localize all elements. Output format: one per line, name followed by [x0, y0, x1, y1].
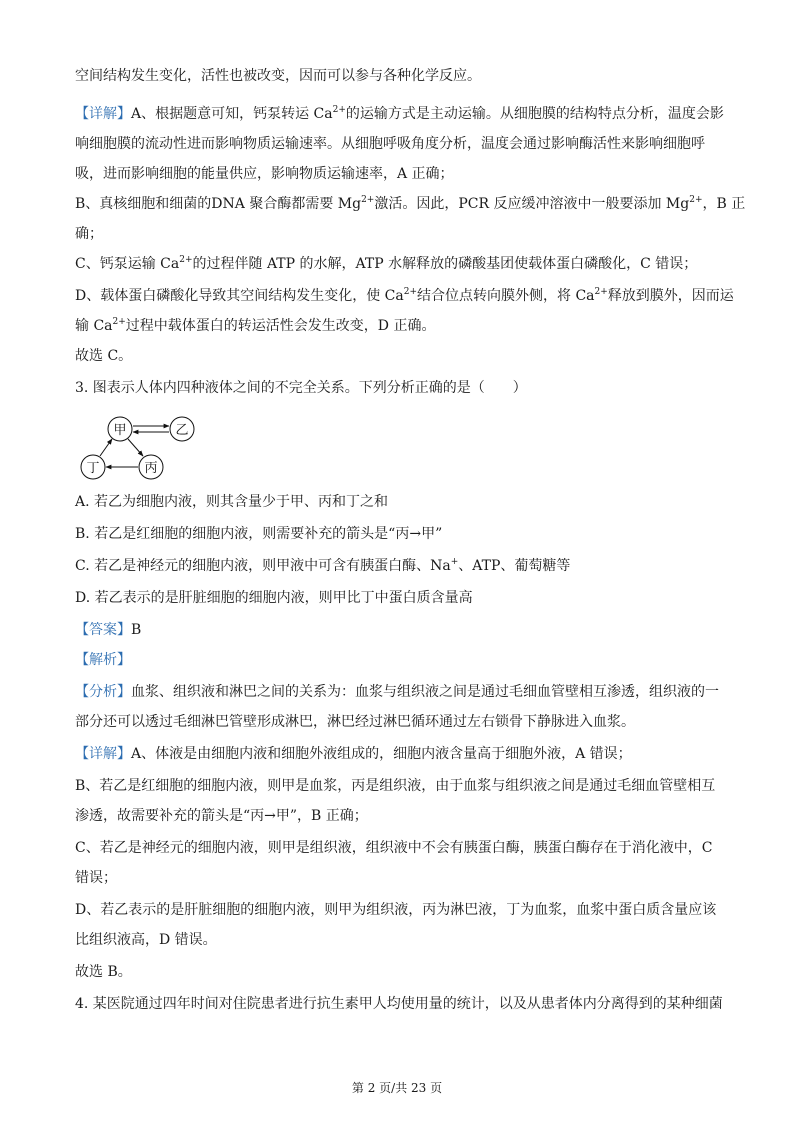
question-4: 4. 某医院通过四年时间对住院患者进行抗生素甲人均使用量的统计，以及从患者体内分离得到的某种细菌 [75, 996, 723, 1012]
analysis-heading [75, 650, 725, 670]
text-line: 渗透，故需要补充的箭头是“丙→甲”，B 正确； [75, 808, 368, 824]
text-line: 输 $Ca^{2+}$过程中载体蛋白的转运活性会发生改变，D 正确。 [75, 317, 436, 334]
text-line: D、若乙表示的是肝脏细胞的细胞内液，则甲为组织液，丙为淋巴液，丁为血浆，血浆中蛋白质含量应该 [75, 902, 717, 918]
text-line: B、若乙是红细胞的细胞内液，则甲是血浆，丙是组织液，由于血浆与组织液之间是通过毛细血管壁相互 [75, 778, 716, 794]
node-bing-label: 丙 [144, 461, 158, 476]
answer-tag: 【答案】 [75, 622, 131, 638]
question-3: 3. 图表示人体内四种液体之间的不完全关系。下列分析正确的是（ ） [75, 380, 527, 396]
answer-line [75, 620, 725, 640]
arrow-ding-to-jia [100, 439, 112, 456]
text-line: 空间结构发生变化，活性也被改变，因而可以参与各种化学反应。 [75, 68, 481, 84]
analysis-line: 【分析】血浆、组织液和淋巴之间的关系为：血浆与组织液之间是通过毛细血管壁相互渗透，组织液的一 [75, 684, 719, 700]
text-line: 部分还可以透过毛细淋巴管壁形成淋巴，淋巴经过淋巴循环通过左右锁骨下静脉进入血浆。 [75, 714, 635, 730]
text-line: B、真核细胞和细菌的DNA 聚合酶都需要 $Mg^{2+}$激活。因此，PCR 反应缓冲溶液中一般要添加 $Mg^{2+}$，B 正 [75, 195, 746, 212]
detail-line: 【详解】A、根据题意可知，钙泵转运 $Ca^{2+}$的运输方式是主动运输。从细胞膜的结构特点分析，温度会影 [75, 105, 724, 122]
fluid-relationship-diagram [75, 412, 205, 484]
fenxi-tag: 【分析】 [75, 684, 131, 700]
text-line: 响细胞膜的流动性进而影响物质运输速率。从细胞呼吸角度分析，温度会通过影响酶活性来影响细胞呼 [75, 136, 705, 152]
text-line: C、钙泵运输 $Ca^{2+}$的过程伴随 ATP 的水解，ATP 水解释放的磷酸基团使载体蛋白磷酸化，C 错误； [75, 255, 698, 272]
option-d: D. 若乙表示的是肝脏细胞的细胞内液，则甲比丁中蛋白质含量高 [75, 590, 473, 606]
node-yi-label: 乙 [175, 423, 189, 438]
text-line: 比组织液高，D 错误。 [75, 932, 217, 948]
text-line: 故选 B。 [75, 964, 132, 980]
option-b: B. 若乙是红细胞的细胞内液，则需要补充的箭头是“丙→甲” [75, 526, 443, 542]
text-line: C、若乙是神经元的细胞内液，则甲是组织液，组织液中不会有胰蛋白酶，胰蛋白酶存在于消化液中，C [75, 840, 713, 856]
text-line: 错误； [75, 870, 117, 886]
detail-line: 【详解】A、体液是由细胞内液和细胞外液组成的，细胞内液含量高于细胞外液，A 错误； [75, 746, 632, 762]
arrow-jia-to-bing [128, 439, 143, 456]
analysis-tag: 【解析】 [75, 652, 131, 668]
node-jia-label: 甲 [113, 423, 127, 438]
text-line: D、载体蛋白磷酸化导致其空间结构发生变化，使 $Ca^{2+}$结合位点转向膜外侧，将 $Ca^{2+}$释放到膜外，因而运 [75, 287, 734, 304]
page-footer: 第 2 页/共 23 页 [351, 1081, 443, 1095]
option-a: A. 若乙为细胞内液，则其含量少于甲、丙和丁之和 [75, 494, 389, 510]
detail-tag: 【详解】 [75, 746, 131, 762]
node-ding-label: 丁 [86, 461, 100, 476]
text-line: 确； [75, 226, 103, 242]
text-line: 吸，进而影响细胞的能量供应，影响物质运输速率，A 正确； [75, 166, 454, 182]
option-c: C. 若乙是神经元的细胞内液，则甲液中可含有胰蛋白酶、Na+、ATP、葡萄糖等 [75, 557, 571, 574]
answer-value: B [131, 622, 142, 638]
detail-tag: 【详解】 [75, 106, 131, 122]
text-line: 故选 C。 [75, 348, 133, 364]
